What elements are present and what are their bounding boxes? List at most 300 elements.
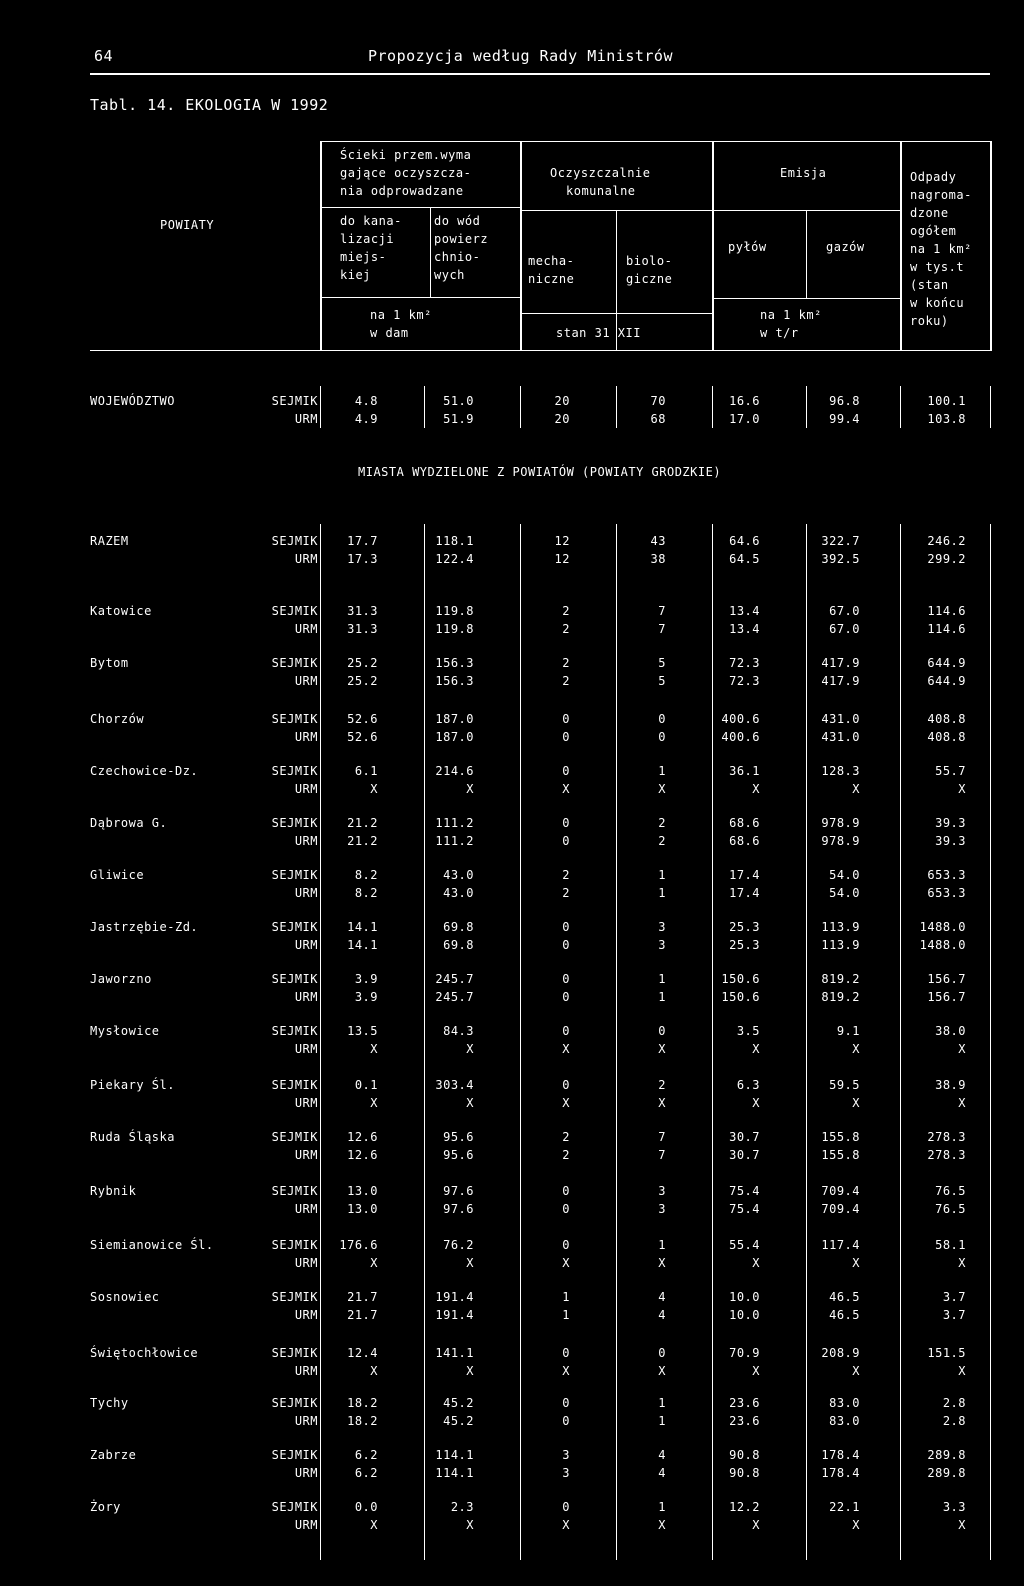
table-cell: X bbox=[752, 1256, 760, 1270]
table-cell: X bbox=[562, 782, 570, 796]
table-cell: 67.0 bbox=[829, 604, 860, 618]
row-source: URM bbox=[294, 834, 318, 848]
table-cell: 75.4 bbox=[729, 1184, 760, 1198]
table-cell: 4 bbox=[658, 1290, 666, 1304]
table-cell: 67.0 bbox=[829, 622, 860, 636]
table-cell: 99.4 bbox=[829, 412, 860, 426]
row-source: URM bbox=[294, 1148, 318, 1162]
row-source: SEJMIK bbox=[271, 1078, 318, 1092]
table-cell: 819.2 bbox=[821, 990, 860, 1004]
table-cell: 21.2 bbox=[347, 834, 378, 848]
table-cell: X bbox=[370, 782, 378, 796]
row-source: SEJMIK bbox=[271, 1500, 318, 1514]
row-source: URM bbox=[294, 886, 318, 900]
row-source: SEJMIK bbox=[271, 1396, 318, 1410]
table-cell: 1 bbox=[658, 1396, 666, 1410]
table-cell: 6.3 bbox=[736, 1078, 760, 1092]
table-cell: 51.0 bbox=[443, 394, 474, 408]
table-cell: 417.9 bbox=[821, 656, 860, 670]
table-cell: 52.6 bbox=[347, 730, 378, 744]
table-cell: 208.9 bbox=[821, 1346, 860, 1360]
table-cell: 0 bbox=[562, 816, 570, 830]
table-cell: 2 bbox=[562, 604, 570, 618]
row-name: Tychy bbox=[90, 1396, 129, 1410]
table-cell: X bbox=[370, 1364, 378, 1378]
table-cell: 43.0 bbox=[443, 868, 474, 882]
row-source: URM bbox=[294, 938, 318, 952]
table-cell: 278.3 bbox=[927, 1148, 966, 1162]
table-cell: 96.8 bbox=[829, 394, 860, 408]
table-title: Tabl. 14. EKOLOGIA W 1992 bbox=[90, 96, 329, 114]
table-cell: 1 bbox=[658, 1414, 666, 1428]
table-cell: 76.5 bbox=[935, 1202, 966, 1216]
table-cell: 21.7 bbox=[347, 1290, 378, 1304]
table-cell: 13.5 bbox=[347, 1024, 378, 1038]
table-cell: 12.6 bbox=[347, 1130, 378, 1144]
row-name: Świętochłowice bbox=[90, 1346, 199, 1360]
table-cell: 2.3 bbox=[450, 1500, 474, 1514]
table-cell: 18.2 bbox=[347, 1414, 378, 1428]
row-source: URM bbox=[294, 730, 318, 744]
table-cell: 0 bbox=[562, 834, 570, 848]
table-cell: 114.1 bbox=[435, 1448, 474, 1462]
col-powiaty: POWIATY bbox=[160, 218, 215, 232]
running-head: Propozycja według Rady Ministrów bbox=[368, 47, 673, 65]
table-cell: 4 bbox=[658, 1466, 666, 1480]
table-cell: 141.1 bbox=[435, 1346, 474, 1360]
table-cell: 12.4 bbox=[347, 1346, 378, 1360]
row-name: Rybnik bbox=[90, 1184, 137, 1198]
table-cell: 14.1 bbox=[347, 938, 378, 952]
table-cell: X bbox=[466, 1518, 474, 1532]
row-source: URM bbox=[294, 1202, 318, 1216]
table-cell: 23.6 bbox=[729, 1396, 760, 1410]
table-cell: X bbox=[562, 1042, 570, 1056]
table-cell: 39.3 bbox=[935, 816, 966, 830]
table-cell: 408.8 bbox=[927, 712, 966, 726]
table-cell: 3.5 bbox=[736, 1024, 760, 1038]
table-cell: 17.4 bbox=[729, 886, 760, 900]
table-cell: 245.7 bbox=[435, 972, 474, 986]
table-cell: 191.4 bbox=[435, 1308, 474, 1322]
table-cell: 1 bbox=[562, 1290, 570, 1304]
row-source: URM bbox=[294, 1096, 318, 1110]
table-cell: 150.6 bbox=[721, 972, 760, 986]
table-cell: 0 bbox=[562, 972, 570, 986]
table-cell: 70.9 bbox=[729, 1346, 760, 1360]
table-cell: X bbox=[658, 1042, 666, 1056]
table-cell: 119.8 bbox=[435, 604, 474, 618]
table-cell: 100.1 bbox=[927, 394, 966, 408]
row-source: URM bbox=[294, 990, 318, 1004]
table-cell: 156.7 bbox=[927, 972, 966, 986]
table-cell: 36.1 bbox=[729, 764, 760, 778]
table-cell: 72.3 bbox=[729, 656, 760, 670]
table-cell: 95.6 bbox=[443, 1130, 474, 1144]
table-cell: 64.6 bbox=[729, 534, 760, 548]
table-cell: 68.6 bbox=[729, 816, 760, 830]
table-cell: 2 bbox=[562, 622, 570, 636]
table-cell: 70 bbox=[650, 394, 666, 408]
table-cell: 122.4 bbox=[435, 552, 474, 566]
row-source: SEJMIK bbox=[271, 712, 318, 726]
table-cell: 2 bbox=[562, 1130, 570, 1144]
table-cell: 6.2 bbox=[354, 1466, 378, 1480]
table-cell: 58.1 bbox=[935, 1238, 966, 1252]
table-cell: X bbox=[852, 1364, 860, 1378]
table-cell: 21.2 bbox=[347, 816, 378, 830]
table-cell: 95.6 bbox=[443, 1148, 474, 1162]
table-cell: 7 bbox=[658, 1148, 666, 1162]
row-source: SEJMIK bbox=[271, 656, 318, 670]
table-cell: 978.9 bbox=[821, 834, 860, 848]
table-cell: 0 bbox=[562, 764, 570, 778]
table-cell: 69.8 bbox=[443, 938, 474, 952]
table-cell: 0 bbox=[562, 1396, 570, 1410]
table-cell: X bbox=[658, 1096, 666, 1110]
table-cell: 155.8 bbox=[821, 1148, 860, 1162]
table-cell: 69.8 bbox=[443, 920, 474, 934]
table-cell: 111.2 bbox=[435, 834, 474, 848]
table-cell: X bbox=[658, 1364, 666, 1378]
table-cell: 97.6 bbox=[443, 1202, 474, 1216]
row-source: URM bbox=[294, 1466, 318, 1480]
table-cell: 3.9 bbox=[354, 972, 378, 986]
table-cell: 12 bbox=[554, 534, 570, 548]
table-cell: 4.9 bbox=[354, 412, 378, 426]
row-name: Piekary Śl. bbox=[90, 1078, 175, 1092]
row-source: SEJMIK bbox=[271, 1346, 318, 1360]
row-name: Ruda Śląska bbox=[90, 1130, 175, 1144]
table-cell: 111.2 bbox=[435, 816, 474, 830]
table-cell: 3 bbox=[562, 1466, 570, 1480]
table-cell: 644.9 bbox=[927, 656, 966, 670]
row-name: Dąbrowa G. bbox=[90, 816, 168, 830]
row-source: URM bbox=[294, 1518, 318, 1532]
row-source: URM bbox=[294, 1042, 318, 1056]
row-source: URM bbox=[294, 1364, 318, 1378]
table-cell: X bbox=[958, 1096, 966, 1110]
table-cell: 214.6 bbox=[435, 764, 474, 778]
row-source: URM bbox=[294, 782, 318, 796]
table-cell: 278.3 bbox=[927, 1130, 966, 1144]
row-source: URM bbox=[294, 1308, 318, 1322]
table-cell: 97.6 bbox=[443, 1184, 474, 1198]
table-cell: X bbox=[370, 1256, 378, 1270]
table-cell: 51.9 bbox=[443, 412, 474, 426]
row-name: Gliwice bbox=[90, 868, 145, 882]
table-cell: 8.2 bbox=[354, 868, 378, 882]
table-cell: 18.2 bbox=[347, 1396, 378, 1410]
table-cell: 119.8 bbox=[435, 622, 474, 636]
table-cell: 17.7 bbox=[347, 534, 378, 548]
table-cell: X bbox=[852, 1518, 860, 1532]
table-cell: 0 bbox=[658, 730, 666, 744]
table-cell: 52.6 bbox=[347, 712, 378, 726]
table-cell: X bbox=[852, 1096, 860, 1110]
table-cell: 0 bbox=[562, 1500, 570, 1514]
table-cell: 0 bbox=[658, 1024, 666, 1038]
table-cell: 4 bbox=[658, 1448, 666, 1462]
table-cell: X bbox=[958, 1256, 966, 1270]
table-cell: 31.3 bbox=[347, 622, 378, 636]
row-source: SEJMIK bbox=[271, 394, 318, 408]
table-cell: 7 bbox=[658, 604, 666, 618]
table-cell: 191.4 bbox=[435, 1290, 474, 1304]
table-cell: 0 bbox=[562, 1414, 570, 1428]
table-cell: 176.6 bbox=[339, 1238, 378, 1252]
row-source: SEJMIK bbox=[271, 1024, 318, 1038]
table-cell: 22.1 bbox=[829, 1500, 860, 1514]
table-cell: 10.0 bbox=[729, 1308, 760, 1322]
row-source: SEJMIK bbox=[271, 604, 318, 618]
table-cell: X bbox=[852, 1042, 860, 1056]
table-cell: 8.2 bbox=[354, 886, 378, 900]
table-cell: 156.3 bbox=[435, 674, 474, 688]
table-cell: 0 bbox=[562, 1238, 570, 1252]
table-cell: 13.4 bbox=[729, 622, 760, 636]
table-cell: X bbox=[466, 1042, 474, 1056]
row-source: SEJMIK bbox=[271, 1290, 318, 1304]
table-cell: X bbox=[958, 782, 966, 796]
table-cell: 25.2 bbox=[347, 674, 378, 688]
row-name: Sosnowiec bbox=[90, 1290, 160, 1304]
table-cell: 12.6 bbox=[347, 1148, 378, 1162]
table-cell: X bbox=[466, 782, 474, 796]
table-cell: 16.6 bbox=[729, 394, 760, 408]
table-cell: 0 bbox=[562, 990, 570, 1004]
table-cell: X bbox=[658, 1256, 666, 1270]
table-cell: 25.2 bbox=[347, 656, 378, 670]
table-cell: 0 bbox=[562, 1078, 570, 1092]
table-cell: 39.3 bbox=[935, 834, 966, 848]
table-cell: 30.7 bbox=[729, 1148, 760, 1162]
table-cell: 9.1 bbox=[836, 1024, 860, 1038]
table-cell: 55.4 bbox=[729, 1238, 760, 1252]
table-cell: X bbox=[658, 1518, 666, 1532]
table-cell: 55.7 bbox=[935, 764, 966, 778]
table-cell: 400.6 bbox=[721, 712, 760, 726]
table-cell: X bbox=[958, 1042, 966, 1056]
table-cell: X bbox=[466, 1256, 474, 1270]
row-source: SEJMIK bbox=[271, 534, 318, 548]
table-cell: 1 bbox=[658, 868, 666, 882]
row-source: SEJMIK bbox=[271, 972, 318, 986]
table-cell: 76.5 bbox=[935, 1184, 966, 1198]
table-cell: 76.2 bbox=[443, 1238, 474, 1252]
row-source: SEJMIK bbox=[271, 1448, 318, 1462]
table-cell: X bbox=[370, 1518, 378, 1532]
table-cell: 400.6 bbox=[721, 730, 760, 744]
table-cell: X bbox=[752, 782, 760, 796]
table-cell: 54.0 bbox=[829, 886, 860, 900]
table-cell: 13.0 bbox=[347, 1202, 378, 1216]
table-cell: 43.0 bbox=[443, 886, 474, 900]
table-cell: 12 bbox=[554, 552, 570, 566]
table-cell: X bbox=[752, 1518, 760, 1532]
table-cell: 644.9 bbox=[927, 674, 966, 688]
table-cell: 90.8 bbox=[729, 1448, 760, 1462]
table-cell: 0 bbox=[562, 1346, 570, 1360]
table-cell: 0 bbox=[562, 712, 570, 726]
table-cell: 31.3 bbox=[347, 604, 378, 618]
table-cell: 25.3 bbox=[729, 938, 760, 952]
table-cell: X bbox=[752, 1042, 760, 1056]
table-cell: 1 bbox=[658, 990, 666, 1004]
section-heading: MIASTA WYDZIELONE Z POWIATÓW (POWIATY GRODZKIE) bbox=[358, 465, 722, 479]
table-cell: 0 bbox=[562, 1202, 570, 1216]
row-name: Katowice bbox=[90, 604, 152, 618]
table-cell: X bbox=[466, 1096, 474, 1110]
table-cell: 2 bbox=[658, 816, 666, 830]
row-name: Siemianowice Śl. bbox=[90, 1238, 214, 1252]
row-name: Czechowice-Dz. bbox=[90, 764, 199, 778]
table-cell: 2 bbox=[658, 834, 666, 848]
table-cell: 45.2 bbox=[443, 1414, 474, 1428]
row-name: Jastrzębie-Zd. bbox=[90, 920, 199, 934]
table-cell: 114.6 bbox=[927, 622, 966, 636]
row-source: SEJMIK bbox=[271, 1130, 318, 1144]
table-cell: 431.0 bbox=[821, 730, 860, 744]
table-cell: 1 bbox=[658, 764, 666, 778]
table-cell: 30.7 bbox=[729, 1130, 760, 1144]
table-cell: 151.5 bbox=[927, 1346, 966, 1360]
table-cell: 38.0 bbox=[935, 1024, 966, 1038]
table-cell: 408.8 bbox=[927, 730, 966, 744]
table-cell: 54.0 bbox=[829, 868, 860, 882]
row-name: Jaworzno bbox=[90, 972, 152, 986]
row-name: Mysłowice bbox=[90, 1024, 160, 1038]
table-cell: X bbox=[658, 782, 666, 796]
table-cell: 17.3 bbox=[347, 552, 378, 566]
table-cell: 1 bbox=[658, 1238, 666, 1252]
table-cell: 6.1 bbox=[354, 764, 378, 778]
table-cell: 46.5 bbox=[829, 1308, 860, 1322]
table-cell: X bbox=[562, 1518, 570, 1532]
table-cell: 150.6 bbox=[721, 990, 760, 1004]
table-cell: 246.2 bbox=[927, 534, 966, 548]
table-cell: 59.5 bbox=[829, 1078, 860, 1092]
table-cell: 113.9 bbox=[821, 938, 860, 952]
table-cell: 3.7 bbox=[942, 1308, 966, 1322]
table-cell: 1 bbox=[658, 886, 666, 900]
row-name: WOJEWÓDZTWO bbox=[90, 394, 175, 408]
table-cell: 155.8 bbox=[821, 1130, 860, 1144]
table-cell: 12.2 bbox=[729, 1500, 760, 1514]
table-cell: 68.6 bbox=[729, 834, 760, 848]
table-cell: 10.0 bbox=[729, 1290, 760, 1304]
table-cell: 322.7 bbox=[821, 534, 860, 548]
table-cell: 156.7 bbox=[927, 990, 966, 1004]
table-cell: 1488.0 bbox=[919, 920, 966, 934]
table-cell: 21.7 bbox=[347, 1308, 378, 1322]
table-cell: 38.9 bbox=[935, 1078, 966, 1092]
table-cell: X bbox=[562, 1256, 570, 1270]
row-name: Żory bbox=[90, 1500, 121, 1514]
table-cell: 709.4 bbox=[821, 1184, 860, 1198]
table-cell: 187.0 bbox=[435, 712, 474, 726]
table-cell: 103.8 bbox=[927, 412, 966, 426]
table-cell: 114.6 bbox=[927, 604, 966, 618]
table-cell: 299.2 bbox=[927, 552, 966, 566]
table-cell: 3 bbox=[562, 1448, 570, 1462]
table-cell: 0 bbox=[658, 712, 666, 726]
table-cell: 0 bbox=[562, 938, 570, 952]
table-cell: 17.4 bbox=[729, 868, 760, 882]
table-cell: 83.0 bbox=[829, 1396, 860, 1410]
table-cell: 72.3 bbox=[729, 674, 760, 688]
row-source: SEJMIK bbox=[271, 920, 318, 934]
table-cell: 68 bbox=[650, 412, 666, 426]
table-cell: 3.9 bbox=[354, 990, 378, 1004]
table-cell: 289.8 bbox=[927, 1448, 966, 1462]
table-cell: 3 bbox=[658, 938, 666, 952]
table-cell: X bbox=[752, 1096, 760, 1110]
column-separator bbox=[990, 386, 991, 428]
table-cell: 90.8 bbox=[729, 1466, 760, 1480]
table-cell: 187.0 bbox=[435, 730, 474, 744]
table-cell: 13.0 bbox=[347, 1184, 378, 1198]
table-cell: 156.3 bbox=[435, 656, 474, 670]
table-cell: 113.9 bbox=[821, 920, 860, 934]
table-cell: 2 bbox=[562, 868, 570, 882]
table-cell: X bbox=[370, 1096, 378, 1110]
row-source: URM bbox=[294, 622, 318, 636]
row-source: SEJMIK bbox=[271, 1184, 318, 1198]
table-cell: 43 bbox=[650, 534, 666, 548]
table-cell: 46.5 bbox=[829, 1290, 860, 1304]
table-cell: X bbox=[562, 1096, 570, 1110]
table-cell: X bbox=[466, 1364, 474, 1378]
table-cell: 13.4 bbox=[729, 604, 760, 618]
table-cell: 5 bbox=[658, 656, 666, 670]
table-cell: 2.8 bbox=[942, 1396, 966, 1410]
table-cell: 3 bbox=[658, 1184, 666, 1198]
table-cell: 417.9 bbox=[821, 674, 860, 688]
table-cell: 0.0 bbox=[354, 1500, 378, 1514]
table-cell: 978.9 bbox=[821, 816, 860, 830]
table-cell: 709.4 bbox=[821, 1202, 860, 1216]
page-number: 64 bbox=[94, 47, 114, 65]
table-cell: 0 bbox=[562, 1184, 570, 1198]
table-cell: 303.4 bbox=[435, 1078, 474, 1092]
table-cell: 5 bbox=[658, 674, 666, 688]
row-source: SEJMIK bbox=[271, 764, 318, 778]
table-cell: 75.4 bbox=[729, 1202, 760, 1216]
table-cell: 1 bbox=[562, 1308, 570, 1322]
table-cell: 1 bbox=[658, 1500, 666, 1514]
table-cell: 2 bbox=[562, 1148, 570, 1162]
table-cell: X bbox=[852, 1256, 860, 1270]
table-cell: 431.0 bbox=[821, 712, 860, 726]
row-source: URM bbox=[294, 552, 318, 566]
table-cell: 0 bbox=[562, 1024, 570, 1038]
table-cell: 7 bbox=[658, 1130, 666, 1144]
table-cell: 0.1 bbox=[354, 1078, 378, 1092]
table-cell: 1488.0 bbox=[919, 938, 966, 952]
table-cell: 7 bbox=[658, 622, 666, 636]
row-source: URM bbox=[294, 1414, 318, 1428]
row-source: URM bbox=[294, 1256, 318, 1270]
table-cell: 289.8 bbox=[927, 1466, 966, 1480]
row-name: RAZEM bbox=[90, 534, 129, 548]
table-cell: 117.4 bbox=[821, 1238, 860, 1252]
row-source: URM bbox=[294, 674, 318, 688]
table-cell: X bbox=[958, 1518, 966, 1532]
table-cell: 1 bbox=[658, 972, 666, 986]
table-cell: 4 bbox=[658, 1308, 666, 1322]
table-cell: 0 bbox=[658, 1346, 666, 1360]
